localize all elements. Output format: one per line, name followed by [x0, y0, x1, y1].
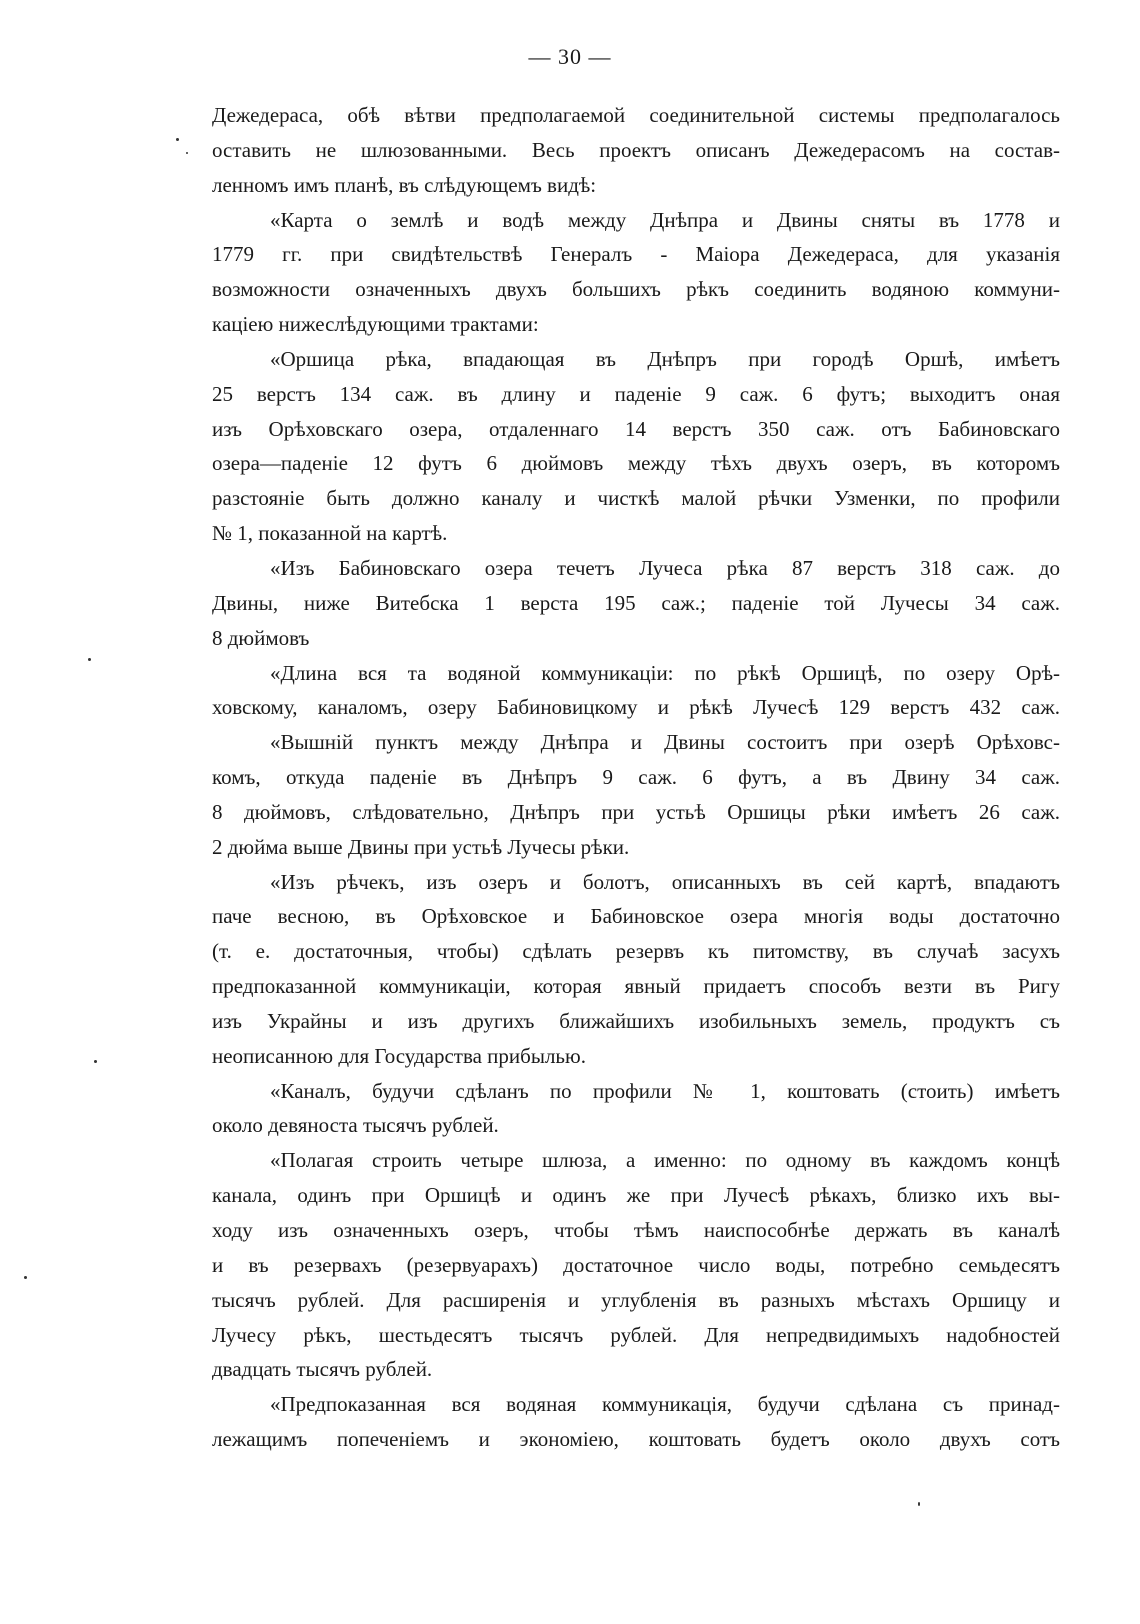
- text-line: Двины, ниже Витебска 1 верста 195 саж.; паденіе той Лучесы 34 саж.: [212, 590, 1060, 615]
- text-line: «Изъ рѣчекъ, изъ озеръ и болотъ, описанныхъ въ сей картѣ, впадаютъ: [270, 869, 1060, 894]
- text-line: тысячъ рублей. Для расширенія и углубленія въ разныхъ мѣстахъ Оршицу и: [212, 1287, 1060, 1312]
- text-line: неописанною для Государства прибылью.: [212, 1043, 586, 1068]
- text-line: Лучесу рѣкъ, шестьдесятъ тысячъ рублей. Для непредвидимыхъ надобностей: [212, 1322, 1060, 1347]
- text-line: двадцать тысячъ рублей.: [212, 1357, 433, 1382]
- text-line: возможности означенныхъ двухъ большихъ рѣкъ соединить водяною коммуни-: [212, 277, 1060, 302]
- text-line: 8 дюймовъ: [212, 625, 310, 650]
- text-line: «Каналъ, будучи сдѣланъ по профили № 1, коштовать (стоить) имѣетъ: [270, 1078, 1060, 1103]
- text-line: № 1, показанной на картѣ.: [212, 521, 448, 546]
- print-speck: [186, 152, 188, 154]
- text-line: 25 верстъ 134 саж. въ длину и паденіе 9 саж. 6 футъ; выходитъ оная: [212, 381, 1060, 406]
- text-line: «Длина вся та водяной коммуникаціи: по рѣкѣ Оршицѣ, по озеру Орѣ-: [270, 660, 1060, 685]
- text-line: (т. е. достаточныя, чтобы) сдѣлать резервъ къ питомству, въ случаѣ засухъ: [212, 939, 1060, 964]
- text-line: комъ, откуда паденіе въ Днѣпръ 9 саж. 6 футъ, а въ Двину 34 саж.: [212, 765, 1060, 790]
- text-line: озера—паденіе 12 футъ 6 дюймовъ между тѣхъ двухъ озеръ, въ которомъ: [212, 451, 1060, 476]
- text-line: канала, одинъ при Оршицѣ и одинъ же при Лучесѣ рѣкахъ, близко ихъ вы-: [212, 1183, 1060, 1208]
- text-line: «Вышній пунктъ между Днѣпра и Двины состоитъ при озерѣ Орѣховс-: [270, 730, 1060, 755]
- text-line: и въ резервахъ (резервуарахъ) достаточное число воды, потребно семьдесятъ: [212, 1252, 1060, 1277]
- text-line: ленномъ имъ планѣ, въ слѣдующемъ видѣ:: [212, 172, 597, 197]
- text-line: паче весною, въ Орѣховское и Бабиновское озера многія воды достаточно: [212, 904, 1060, 929]
- text-line: «Оршица рѣка, впадающая въ Днѣпръ при городѣ Оршѣ, имѣетъ: [270, 346, 1060, 371]
- text-line: каціею нижеслѣдующими трактами:: [212, 312, 539, 337]
- text-line: оставить не шлюзованными. Весь проектъ описанъ Дежедерасомъ на состав-: [212, 137, 1060, 162]
- print-speck: [88, 658, 91, 661]
- text-line: около девяноста тысячъ рублей.: [212, 1113, 499, 1138]
- text-line: Дежедераса, обѣ вѣтви предполагаемой соединительной системы предполагалось: [212, 103, 1060, 127]
- print-speck: [918, 1502, 920, 1506]
- print-speck: [176, 138, 179, 141]
- text-line: «Изъ Бабиновскаго озера течетъ Лучеса рѣка 87 верстъ 318 саж. до: [270, 555, 1060, 580]
- body-text: [212, 98, 1060, 1457]
- text-line: «Предпоказанная вся водяная коммуникація, будучи сдѣлана съ принад-: [270, 1392, 1060, 1417]
- text-line: лежащимъ попеченіемъ и экономіею, коштовать будетъ около двухъ сотъ: [212, 1427, 1060, 1452]
- text-line: разстояніе быть должно каналу и чисткѣ малой рѣчки Узменки, по профили: [212, 486, 1060, 511]
- text-line: изъ Украйны и изъ другихъ ближайшихъ изобильныхъ земель, продуктъ съ: [212, 1008, 1060, 1033]
- print-speck: [24, 1276, 27, 1279]
- text-line: «Полагая строить четыре шлюза, а именно: по одному въ каждомъ концѣ: [270, 1148, 1060, 1173]
- text-line: ховскому, каналомъ, озеру Бабиновицкому и рѣкѣ Лучесѣ 129 верстъ 432 саж.: [212, 695, 1060, 720]
- page-number: — 30 —: [528, 44, 612, 69]
- print-speck: [94, 1060, 97, 1063]
- text-line: 1779 гг. при свидѣтельствѣ Генералъ - Маіора Дежедераса, для указанія: [212, 242, 1060, 267]
- text-line: «Карта о землѣ и водѣ между Днѣпра и Двины сняты въ 1778 и: [270, 207, 1060, 232]
- text-line: изъ Орѣховскаго озера, отдаленнаго 14 верстъ 350 саж. отъ Бабиновскаго: [212, 416, 1060, 441]
- text-line: ходу изъ означенныхъ озеръ, чтобы тѣмъ наиспособнѣе держать въ каналѣ: [212, 1218, 1060, 1242]
- text-line: 2 дюйма выше Двины при устьѣ Лучесы рѣки.: [212, 834, 630, 859]
- text-line: предпоказанной коммуникаціи, которая явный придаетъ способъ везти въ Ригу: [212, 974, 1060, 999]
- text-line: 8 дюймовъ, слѣдовательно, Днѣпръ при устьѣ Оршицы рѣки имѣетъ 26 саж.: [212, 799, 1060, 824]
